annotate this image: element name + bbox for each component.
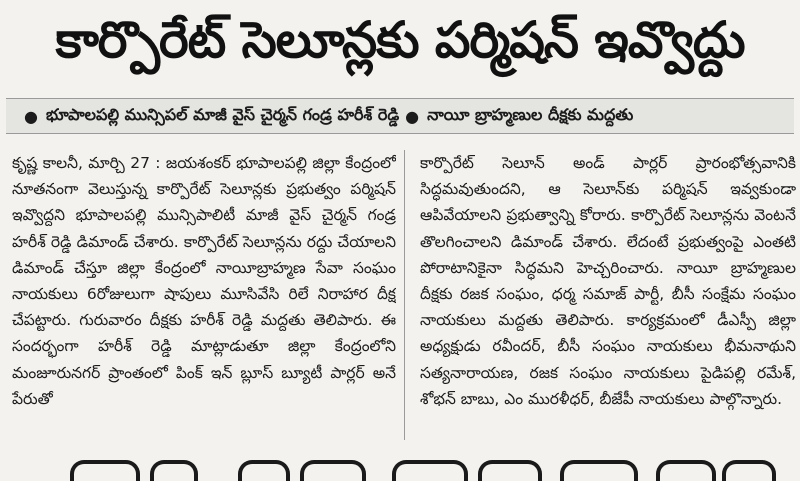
article-column-left <box>12 150 396 448</box>
article-paragraph: కృష్ణ కాలనీ, మార్చి 27 : జయశంకర్ భూపాలపల్లి జిల్లా కేంద్రంలో నూతనంగా వెలుస్తున్న కార్పొరేట్ సెలూన్లకు ప్రభుత్వం పర్మిషన్ ఇవ్వొద్దని భూపాలపల్లి మున్సిపాలిటీ మాజీ వైస్ చైర్మన్ గండ్ర హరీశ్ రెడ్డి డిమాండ్ చేశారు. కార్పొరేట్ సెలూన్లను రద్దు చేయాలని డిమాండ్ చేస్తూ జిల్లా కేంద్రంలో నాయీబ్రాహ్మణ సేవా సంఘం నాయకులు 6రోజులుగా షాపులు మూసివేసి రిలే నిరాహార దీక్ష చేపట్టారు. గురువారం దీక్షకు హరీశ్ రెడ్డి మద్దతు తెలిపారు. ఈ సందర్భంగా హరీశ్ రెడ్డి మాట్లాడుతూ జిల్లా కేంద్రంలోని మంజూరునగర్ ప్రాంతంలో పింక్ ఇన్ బ్లూస్ బ్యూటీ పార్లర్ అనే పేరుతో <box>12 154 396 408</box>
subheadline-1: భూపాలపల్లి మున్సిపల్ మాజీ వైస్ చైర్మన్ గండ్ర హరీశ్ రెడ్డి <box>45 104 400 124</box>
subheadline-bar <box>6 98 794 134</box>
cropped-glyph <box>722 460 776 481</box>
bullet-icon: ● <box>24 106 38 126</box>
cropped-glyph <box>656 460 716 481</box>
article-paragraph: కార్పొరేట్ సెలూన్ అండ్ పార్లర్ ప్రారంభోత్సవానికి సిద్ధమవుతుందని, ఆ సెలూన్‌కు పర్మిషన్ ఇవ్వకుండా ఆపివేయాలని ప్రభుత్వాన్ని కోరారు. కార్పొరేట్ సెలూన్లను వెంటనే తొలగించాలని డిమాండ్ చేశారు. లేదంటే ప్రభుత్వంపై ఎంతటి పోరాటానికైనా సిద్ధమని హెచ్చరించారు. నాయీ బ్రాహ్మణుల దీక్షకు రజక సంఘం, ధర్మ సమాజ్ పార్టీ, బీసీ సంక్షేమ సంఘం నాయకులు మద్దతు తెలిపారు. కార్యక్రమంలో డీఎస్పీ జిల్లా అధ్యక్షుడు రవీందర్, బీసీ సంఘం నాయకులు భీమనాథుని సత్యనారాయణ, రజక సంఘం నాయకులు పైడిపల్లి రమేశ్, శోభన్ బాబు, ఎం మురళీధర్, బీజేపీ నాయకులు పాల్గొన్నారు. <box>420 154 796 408</box>
cropped-glyph <box>478 460 542 481</box>
cropped-glyph <box>238 460 290 481</box>
next-article-headline-cropped <box>0 454 800 481</box>
bullet-icon: ● <box>405 106 420 126</box>
headline: కార్పొరేట్ సెలూన్లకు పర్మిషన్ ఇవ్వొద్దు <box>55 10 745 69</box>
article-column-right <box>420 150 796 448</box>
column-divider <box>404 150 405 440</box>
cropped-glyph <box>150 460 198 481</box>
subheadline-2: నాయీ బ్రాహ్మణుల దీక్షకు మద్దతు <box>427 104 634 124</box>
cropped-glyph <box>560 460 638 481</box>
cropped-glyph <box>300 460 366 481</box>
cropped-glyph <box>392 460 468 481</box>
cropped-glyph <box>70 460 140 481</box>
